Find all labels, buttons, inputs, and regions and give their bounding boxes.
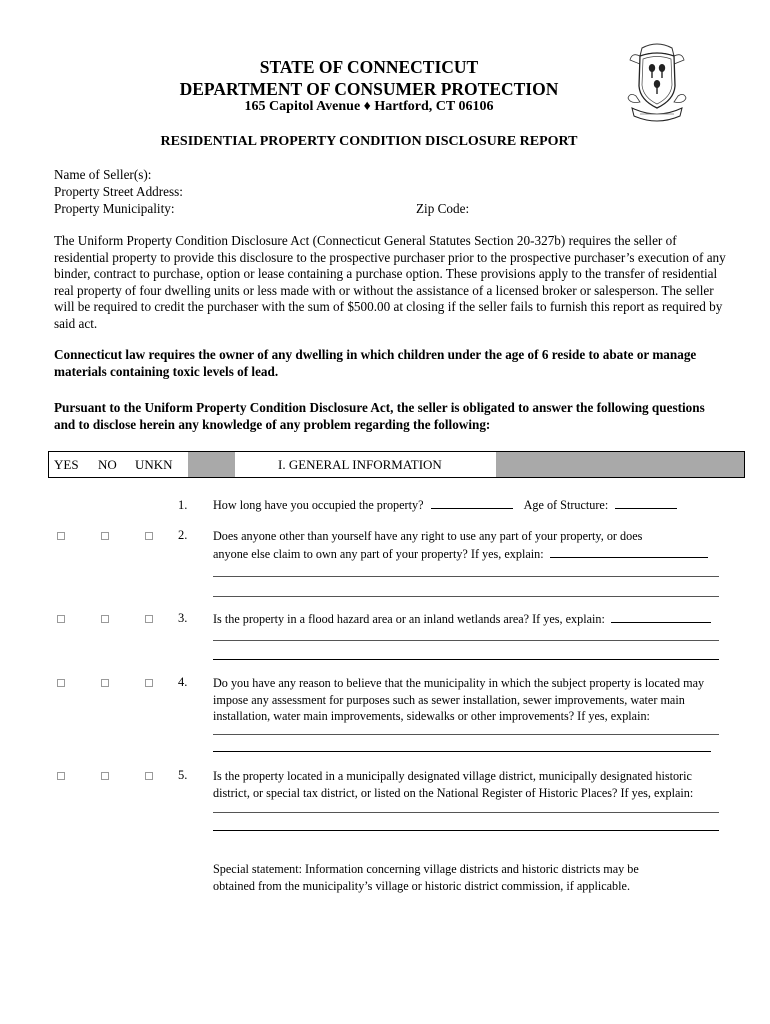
header-line-1: STATE OF CONNECTICUT (259, 57, 479, 77)
no-column-header: NO (98, 457, 117, 472)
question-2-line-1: Does anyone other than yourself have any right to use any part of your property, or does (213, 529, 643, 543)
occupied-duration-field[interactable] (431, 508, 513, 509)
yes-column-header: YES (54, 457, 79, 472)
header-address: 165 Capitol Avenue ♦ Hartford, CT 06106 (244, 99, 494, 114)
report-title: RESIDENTIAL PROPERTY CONDITION DISCLOSURE REPORT (160, 134, 578, 149)
question-2-explain-label: anyone else claim to own any part of your property? If yes, explain: (213, 547, 544, 561)
question-3-yes-checkbox[interactable] (57, 615, 65, 623)
question-2-answer-line-2[interactable] (213, 596, 719, 597)
question-5-yes-checkbox[interactable] (57, 772, 65, 780)
question-3-no-checkbox[interactable] (101, 615, 109, 623)
header-shade-left (188, 452, 235, 477)
question-3-unkn-checkbox[interactable] (145, 615, 153, 623)
state-seal-icon (618, 38, 696, 126)
question-4-yes-checkbox[interactable] (57, 679, 65, 687)
question-5-answer-line-2[interactable] (213, 830, 719, 831)
question-1-number: 1. (178, 498, 188, 512)
question-5-text: Is the property located in a municipally designated village district, municipally designated historic district, or special tax district, or listed on the National Register of Historic Places? If yes, explain: (213, 769, 694, 800)
question-1-occupied-label: How long have you occupied the property? (213, 498, 424, 512)
header-shade-right (496, 452, 744, 477)
section-header-bar (48, 451, 745, 478)
question-5-unkn-checkbox[interactable] (145, 772, 153, 780)
question-1-age-label: Age of Structure: (523, 498, 609, 512)
question-2-number: 2. (178, 528, 188, 542)
question-2-explain-field[interactable] (550, 557, 708, 558)
question-3-text: Is the property in a flood hazard area or an inland wetlands area? If yes, explain: (213, 612, 605, 626)
question-4-unkn-checkbox[interactable] (145, 679, 153, 687)
question-3-explain-field[interactable] (611, 622, 711, 623)
street-address-label: Property Street Address: (54, 184, 183, 199)
pursuant-notice: Pursuant to the Uniform Property Condition Disclosure Act, the seller is obligated to answer the following questions and to disclose herein any knowledge of any problem regarding the following: (54, 400, 705, 432)
lead-notice: Connecticut law requires the owner of any dwelling in which children under the age of 6 reside to abate or manage materials containing toxic levels of lead. (54, 347, 697, 379)
question-3-line (213, 611, 711, 628)
unkn-column-header: UNKN (135, 457, 173, 472)
question-4-no-checkbox[interactable] (101, 679, 109, 687)
question-4-answer-line-1[interactable] (213, 734, 719, 735)
intro-paragraph: The Uniform Property Condition Disclosure Act (Connecticut General Statutes Section 20-327b) requires the seller of residential property to provide this disclosure to the prospective purchaser prior to the prospective purchaser’s execution of any binder, contract to purchase, option or lease containing a purchase option. These provisions apply to the transfer of residential real property of four dwelling units or less made with or without the assistance of a licensed broker or salesperson. The seller will be required to credit the purchaser with the sum of $500.00 at closing if the seller fails to furnish this report as required by said act. (54, 233, 726, 331)
question-4-text: Do you have any reason to believe that the municipality in which the subject property is located may impose any assessment for purposes such as sewer installation, sewer improvements, water main installation, water main improvements, sidewalks or other improvements? If yes, explain: (213, 676, 705, 723)
question-5-number: 5. (178, 768, 188, 782)
question-3-number: 3. (178, 611, 188, 625)
zip-code-label: Zip Code: (416, 201, 470, 216)
special-statement: Special statement: Information concerning village districts and historic districts may be obtained from the municipality’s village or historic district commission, if applicable. (213, 862, 639, 893)
question-4-answer-line-2[interactable] (213, 751, 711, 752)
question-2-answer-line-1[interactable] (213, 576, 719, 577)
question-2-yes-checkbox[interactable] (57, 532, 65, 540)
structure-age-field[interactable] (615, 508, 677, 509)
seller-name-label: Name of Seller(s): (54, 167, 152, 182)
question-4-number: 4. (178, 675, 188, 689)
question-5-no-checkbox[interactable] (101, 772, 109, 780)
question-2-unkn-checkbox[interactable] (145, 532, 153, 540)
section-title: I. GENERAL INFORMATION (278, 457, 442, 472)
municipality-label: Property Municipality: (54, 201, 175, 216)
question-5-answer-line-1[interactable] (213, 812, 719, 813)
question-3-answer-line-2[interactable] (213, 659, 719, 660)
question-2-no-checkbox[interactable] (101, 532, 109, 540)
header-line-2: DEPARTMENT OF CONSUMER PROTECTION (179, 79, 559, 99)
question-3-answer-line-1[interactable] (213, 640, 719, 641)
question-1-text (213, 497, 677, 514)
question-2-line-2 (213, 546, 708, 563)
